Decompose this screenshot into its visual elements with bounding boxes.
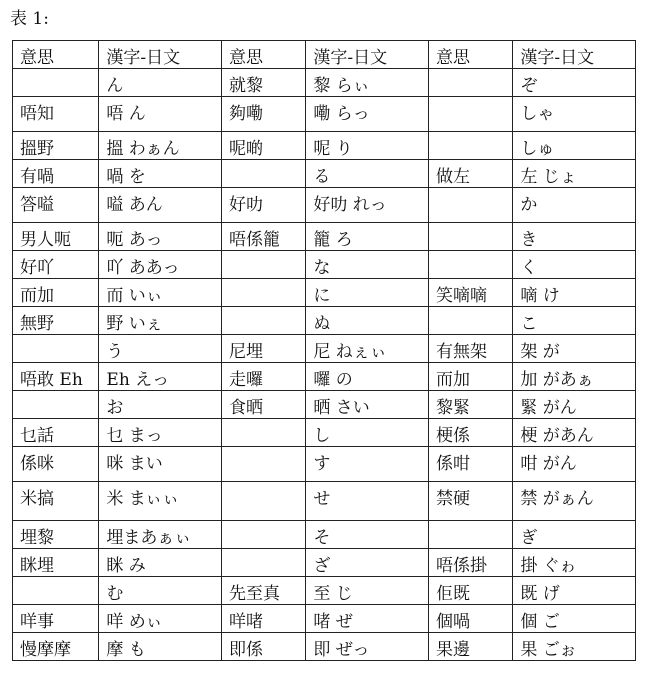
cell-kanji-japanese-2: 嘞 らっ [306,97,429,132]
table-row [13,97,636,132]
cell-kanji-japanese-3: こ [513,307,636,335]
cell-meaning-1: 有喎 [13,160,99,188]
cell-kanji-japanese-1: 搵 わぁん [99,132,222,160]
table-body [13,69,636,661]
cell-kanji-japanese-1: 呃 あっ [99,223,222,251]
table-row [13,447,636,482]
cell-kanji-japanese-1: 咩 めぃ [99,605,222,633]
cell-meaning-3 [428,223,512,251]
cell-meaning-1: 埋黎 [13,521,99,549]
cell-meaning-1: 無野 [13,307,99,335]
cell-meaning-2: 即係 [221,633,305,661]
cell-meaning-3: 而加 [428,363,512,391]
cell-meaning-3 [428,132,512,160]
table-row [13,577,636,605]
cell-kanji-japanese-2: 黎 らぃ [306,69,429,97]
table-row [13,307,636,335]
cell-kanji-japanese-3: 個 ご [513,605,636,633]
cell-meaning-3 [428,97,512,132]
cell-meaning-1: 乜話 [13,419,99,447]
cell-meaning-1 [13,577,99,605]
table-row [13,482,636,521]
table-row [13,69,636,97]
cell-kanji-japanese-3: 掛 ぐゎ [513,549,636,577]
cell-kanji-japanese-2: そ [306,521,429,549]
cell-meaning-1: 唔敢 Eh [13,363,99,391]
cell-kanji-japanese-2: る [306,160,429,188]
cell-kanji-japanese-1: 嗌 あん [99,188,222,223]
cell-meaning-3 [428,251,512,279]
cell-meaning-3: 笑嘀嘀 [428,279,512,307]
cell-meaning-2: 夠嘞 [221,97,305,132]
table-header-row [13,41,636,69]
cell-kanji-japanese-2: 即 ぜっ [306,633,429,661]
cell-meaning-2: 唔係籠 [221,223,305,251]
table-caption: 表 1: [10,9,49,29]
cell-meaning-2 [221,160,305,188]
cell-kanji-japanese-1: ん [99,69,222,97]
cell-kanji-japanese-1: 野 いぇ [99,307,222,335]
cell-meaning-1: 米搞 [13,482,99,521]
cell-meaning-3: 黎緊 [428,391,512,419]
cell-meaning-1: 唔知 [13,97,99,132]
cell-meaning-2 [221,447,305,482]
cell-kanji-japanese-1: 喎 を [99,160,222,188]
cell-meaning-3 [428,307,512,335]
cell-meaning-3: 唔係掛 [428,549,512,577]
cell-kanji-japanese-1: 埋まあぁぃ [99,521,222,549]
cell-meaning-1: 搵野 [13,132,99,160]
cell-meaning-3: 係咁 [428,447,512,482]
cell-kanji-japanese-3: か [513,188,636,223]
table-row [13,363,636,391]
table-row [13,160,636,188]
cell-kanji-japanese-1: お [99,391,222,419]
cell-kanji-japanese-1: 吖 ああっ [99,251,222,279]
cell-kanji-japanese-1: 眯 み [99,549,222,577]
cell-kanji-japanese-3: 架 が [513,335,636,363]
cell-kanji-japanese-2: 至 じ [306,577,429,605]
cell-meaning-3 [428,188,512,223]
cell-kanji-japanese-3: き [513,223,636,251]
cell-kanji-japanese-3: 梗 があん [513,419,636,447]
cell-meaning-3: 有無架 [428,335,512,363]
cell-kanji-japanese-2: 呢 り [306,132,429,160]
cell-meaning-1 [13,391,99,419]
cell-kanji-japanese-3: ぞ [513,69,636,97]
table-row [13,521,636,549]
table-row [13,605,636,633]
table-row [13,188,636,223]
cell-meaning-3 [428,69,512,97]
cell-meaning-2: 呢啲 [221,132,305,160]
cell-meaning-1: 答嗌 [13,188,99,223]
cell-kanji-japanese-3: 既 げ [513,577,636,605]
cell-kanji-japanese-1: う [99,335,222,363]
cell-meaning-2 [221,307,305,335]
cell-kanji-japanese-3: しゃ [513,97,636,132]
cell-meaning-3: 梗係 [428,419,512,447]
cell-meaning-1: 眯埋 [13,549,99,577]
cell-kanji-japanese-3: ぎ [513,521,636,549]
cell-kanji-japanese-2: ざ [306,549,429,577]
cell-meaning-3: 個喎 [428,605,512,633]
cell-meaning-3: 禁硬 [428,482,512,521]
cell-kanji-japanese-1: 摩 も [99,633,222,661]
cell-meaning-2: 走囉 [221,363,305,391]
cell-kanji-japanese-3: 禁 がぁん [513,482,636,521]
cell-kanji-japanese-1: 咪 まい [99,447,222,482]
cell-kanji-japanese-2: 好叻 れっ [306,188,429,223]
cell-meaning-3: 做左 [428,160,512,188]
cell-kanji-japanese-1: 而 いぃ [99,279,222,307]
cell-meaning-1 [13,335,99,363]
cell-kanji-japanese-3: しゅ [513,132,636,160]
cell-meaning-1: 男人呃 [13,223,99,251]
cell-meaning-2 [221,549,305,577]
cell-kanji-japanese-2: 籠 ろ [306,223,429,251]
table-row [13,251,636,279]
cell-kanji-japanese-1: む [99,577,222,605]
cell-kanji-japanese-2: ぬ [306,307,429,335]
cell-meaning-2 [221,482,305,521]
cell-kanji-japanese-3: 咁 がん [513,447,636,482]
header-meaning-1: 意思 [13,41,99,69]
cell-kanji-japanese-2: な [306,251,429,279]
cell-kanji-japanese-2: せ [306,482,429,521]
table-row [13,132,636,160]
cell-meaning-2: 咩啫 [221,605,305,633]
table-row [13,419,636,447]
cell-kanji-japanese-2: 囉 の [306,363,429,391]
cell-kanji-japanese-3: 左 じょ [513,160,636,188]
cell-meaning-2 [221,419,305,447]
cell-meaning-2: 食晒 [221,391,305,419]
cell-kanji-japanese-3: 緊 がん [513,391,636,419]
cell-meaning-3 [428,521,512,549]
cell-kanji-japanese-1: 唔 ん [99,97,222,132]
header-kanji-japanese-1: 漢字-日文 [99,41,222,69]
cell-kanji-japanese-1: 米 まぃぃ [99,482,222,521]
header-kanji-japanese-3: 漢字-日文 [513,41,636,69]
header-kanji-japanese-2: 漢字-日文 [306,41,429,69]
cell-meaning-2 [221,251,305,279]
cell-kanji-japanese-2: 尼 ねぇぃ [306,335,429,363]
cell-meaning-1: 係咪 [13,447,99,482]
cell-meaning-3: 佢既 [428,577,512,605]
cell-meaning-1: 慢摩摩 [13,633,99,661]
cell-meaning-2 [221,279,305,307]
cell-kanji-japanese-1: Eh えっ [99,363,222,391]
cell-kanji-japanese-2: に [306,279,429,307]
header-meaning-3: 意思 [428,41,512,69]
cell-meaning-2: 先至真 [221,577,305,605]
cell-meaning-2: 就黎 [221,69,305,97]
cell-meaning-1: 而加 [13,279,99,307]
header-meaning-2: 意思 [221,41,305,69]
cell-kanji-japanese-3: 嘀 け [513,279,636,307]
cell-meaning-2 [221,521,305,549]
cell-kanji-japanese-1: 乜 まっ [99,419,222,447]
cell-meaning-2: 好叻 [221,188,305,223]
cell-meaning-3: 果邊 [428,633,512,661]
table-row [13,279,636,307]
table-row [13,549,636,577]
table-row [13,335,636,363]
table-row [13,633,636,661]
cell-meaning-2: 尼埋 [221,335,305,363]
cell-kanji-japanese-2: 啫 ぜ [306,605,429,633]
cell-kanji-japanese-2: す [306,447,429,482]
table-row [13,391,636,419]
cell-kanji-japanese-3: 加 があぁ [513,363,636,391]
cell-kanji-japanese-3: く [513,251,636,279]
cell-meaning-1: 好吖 [13,251,99,279]
kanji-kana-table [12,40,636,661]
cell-kanji-japanese-2: し [306,419,429,447]
cell-meaning-1: 咩事 [13,605,99,633]
table-row [13,223,636,251]
cell-kanji-japanese-3: 果 ごぉ [513,633,636,661]
cell-meaning-1 [13,69,99,97]
cell-kanji-japanese-2: 晒 さい [306,391,429,419]
